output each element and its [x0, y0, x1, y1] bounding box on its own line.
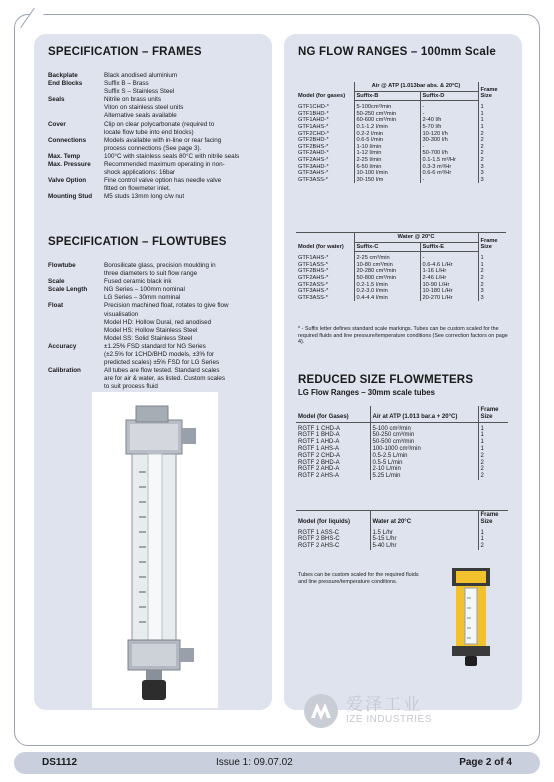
- table-cell: 0.6-4.6 L/Hr: [420, 262, 478, 269]
- spec-value: Recommended maximum operating in non-: [104, 161, 225, 169]
- table-cell: GTF3AHS-*: [298, 288, 329, 295]
- spec-value: Model SS: Solid Stainless Steel: [104, 334, 193, 342]
- spec-value: Model HS: Hollow Stainless Steel: [104, 326, 198, 334]
- spec-flowtubes-title: SPECIFICATION – FLOWTUBES: [48, 236, 227, 248]
- spec-key: Accuracy: [48, 342, 77, 350]
- table-cell: 0.2-1.5 l/min: [354, 282, 420, 289]
- table-row: [296, 422, 508, 432]
- col-suffix-d: Suffix-D: [420, 91, 478, 101]
- table-row: [296, 432, 508, 439]
- table-row: [296, 446, 508, 453]
- right-panel: [284, 34, 522, 710]
- table-row: [296, 252, 506, 262]
- table-cell: 1: [478, 536, 508, 543]
- spec-key: [48, 359, 104, 367]
- small-flowmeter-photo: [448, 568, 494, 668]
- col-frame-reduced-liquid: Frame Size: [478, 511, 508, 527]
- spec-value: (±2.5% for 1CHD/BHD models, ±3% for: [104, 351, 215, 359]
- table-cell: 0.6-5 l/min: [354, 137, 420, 144]
- spec-key: [48, 185, 104, 193]
- table-cell: 5-100cm³/min: [354, 101, 420, 111]
- spec-key: Flowtube: [48, 262, 76, 269]
- spec-value: Alternative seals available: [104, 112, 177, 120]
- table-cell: 1: [478, 432, 508, 439]
- spec-row: [48, 351, 262, 359]
- table-cell: 0.5-5 L/min: [370, 460, 478, 467]
- spec-value: Model HD: Hollow Dural, red anodised: [104, 318, 212, 326]
- spec-key: Scale Length: [48, 286, 88, 294]
- spec-row: [48, 161, 262, 169]
- spec-row: [48, 343, 262, 351]
- col-model-gas: Model (for gases): [298, 93, 346, 100]
- spec-row: [48, 193, 262, 201]
- reduced-title: REDUCED SIZE FLOWMETERS: [298, 374, 474, 386]
- spec-row: [48, 96, 262, 104]
- table-cell: 3: [478, 177, 506, 184]
- table-cell: 5-40 L/hr: [370, 543, 478, 550]
- reduced-note: Tubes can be custom scaled for the required fluids and line pressure/temperature conditions.: [298, 572, 419, 585]
- table-cell: GTF2AHD-*: [298, 150, 329, 157]
- table-cell: 2: [478, 137, 506, 144]
- table-row: [296, 275, 506, 282]
- table-cell: 2-10 L/min: [370, 466, 478, 473]
- spec-value: are for air & water, as listed. Custom scales: [104, 375, 226, 383]
- logo-mark-icon: [302, 692, 340, 730]
- table-cell: GTF2BHD-*: [298, 137, 329, 144]
- table-row: [296, 101, 506, 111]
- spec-row: [48, 302, 262, 310]
- reduced-liquid-table: [296, 510, 508, 550]
- spec-key: [48, 88, 104, 96]
- table-cell: RGTF 1 BHD-A: [298, 432, 340, 439]
- spec-value: predicted scales) ±5% FSD for LG Series: [104, 359, 220, 367]
- table-row: [296, 543, 508, 550]
- table-cell: 30-150 l/m: [354, 177, 420, 184]
- table-cell: -: [420, 177, 478, 184]
- spec-key: [48, 383, 104, 391]
- doc-code: DS1112: [42, 757, 78, 768]
- table-cell: -: [420, 111, 478, 118]
- spec-row: [48, 169, 262, 177]
- spec-value: Models available with in-line or rear facing: [104, 136, 222, 144]
- table-cell: GTF2BHS-*: [298, 143, 329, 150]
- table-row: [296, 262, 506, 269]
- table-row: [296, 460, 508, 467]
- spec-value: Borosilicate glass, precision moulding in: [104, 262, 216, 269]
- table-cell: 1: [478, 527, 508, 537]
- table-row: [296, 124, 506, 131]
- table-row: [296, 111, 506, 118]
- table-cell: 2: [478, 144, 506, 151]
- table-row: [296, 117, 506, 124]
- table-cell: 10-80 cm³/min: [354, 262, 420, 269]
- col-water-group: Water @ 20°C: [354, 233, 478, 243]
- col-frame-water: Frame Size: [478, 233, 506, 252]
- table-cell: 1: [478, 252, 506, 262]
- table-row: [296, 282, 506, 289]
- table-cell: 0.6-6 m³/Hr: [420, 170, 478, 177]
- spec-key: Seals: [48, 96, 65, 104]
- spec-row: [48, 185, 262, 193]
- table-cell: 50-250 cm³/min: [370, 432, 478, 439]
- footer-bar: [14, 752, 540, 774]
- spec-value: visualisation: [104, 310, 139, 318]
- spec-key: [48, 129, 104, 137]
- table-cell: 2-46 L/Hr: [420, 275, 478, 282]
- table-cell: 0.1-1.2 l/min: [354, 124, 420, 131]
- table-cell: 5-100 cm³/min: [370, 422, 478, 432]
- spec-key: [48, 169, 104, 177]
- spec-row: [48, 112, 262, 120]
- table-cell: GTF2CHD-*: [298, 130, 329, 137]
- spec-value: 100°C with stainless seals 80°C with nitrile seals: [104, 152, 240, 160]
- spec-value: shock applications: 16bar: [104, 169, 176, 177]
- table-cell: 1: [478, 101, 506, 111]
- table-cell: 0.1-1.5 m³/Hr: [420, 157, 478, 164]
- table-cell: 60-600 cm³/min: [354, 117, 420, 124]
- table-cell: 1: [478, 111, 506, 118]
- spec-value: process connections (See page 3).: [104, 144, 202, 152]
- table-cell: 2: [478, 460, 508, 467]
- table-cell: RGTF 2 CHD-A: [298, 452, 340, 459]
- ng-gas-table: [296, 82, 506, 183]
- table-cell: GTF1BHD-*: [298, 110, 329, 117]
- spec-key: [48, 294, 104, 302]
- ng-ranges-title: NG FLOW RANGES – 100mm Scale: [298, 46, 496, 58]
- table-cell: 1: [478, 446, 508, 453]
- table-row: [296, 453, 508, 460]
- table-cell: 0.4-4.4 l/min: [354, 295, 420, 302]
- spec-key: [48, 104, 104, 112]
- table-cell: 5.25 L/min: [370, 473, 478, 480]
- spec-row: [48, 262, 262, 270]
- table-row: [296, 170, 506, 177]
- table-cell: 50-800 cm³/min: [354, 275, 420, 282]
- table-cell: RGTF 2 BHD-A: [298, 459, 340, 466]
- spec-key: [48, 311, 104, 319]
- table-cell: -: [420, 252, 478, 262]
- col-model-water: Model (for water): [296, 233, 354, 252]
- table-cell: 20-270 L/Hr: [420, 295, 478, 302]
- table-cell: 2: [478, 543, 508, 550]
- table-row: [296, 527, 508, 537]
- spec-row: [48, 278, 262, 286]
- table-cell: 5-70 l/h: [420, 124, 478, 131]
- left-panel: [34, 34, 272, 710]
- table-cell: 0.2-3.0 l/min: [354, 288, 420, 295]
- table-cell: 1-12 l/min: [354, 150, 420, 157]
- table-row: [296, 439, 508, 446]
- table-cell: RGTF 1 ASS-C: [298, 529, 340, 536]
- table-cell: 3: [478, 288, 506, 295]
- table-row: [296, 536, 508, 543]
- spec-row: [48, 137, 262, 145]
- table-cell: 10-100 l/min: [354, 170, 420, 177]
- table-cell: -: [420, 144, 478, 151]
- spec-value: three diameters to suit flow range: [104, 270, 198, 278]
- col-suffix-b: Suffix-B: [354, 91, 420, 101]
- table-cell: 1: [478, 124, 506, 131]
- spec-frames-title: SPECIFICATION – FRAMES: [48, 46, 202, 58]
- flowmeter-photo: [92, 392, 218, 708]
- spec-row: [48, 294, 262, 302]
- spec-key: [48, 319, 104, 327]
- spec-row: [48, 359, 262, 367]
- table-cell: 2: [478, 282, 506, 289]
- col-model-liquids: Model (for liquids): [296, 511, 370, 527]
- spec-value: LG Series – 30mm nominal: [104, 294, 181, 302]
- table-row: [296, 295, 506, 302]
- spec-key: Max. Temp: [48, 152, 81, 160]
- table-row: [296, 144, 506, 151]
- table-cell: 1: [478, 439, 508, 446]
- table-cell: 1: [478, 262, 506, 269]
- spec-value: Nitrile on brass units: [104, 96, 162, 104]
- spec-key: Backplate: [48, 72, 78, 79]
- col-suffix-e: Suffix-E: [420, 242, 478, 252]
- page-number: Page 2 of 4: [459, 757, 512, 768]
- table-cell: 2: [478, 150, 506, 157]
- table-cell: 2: [478, 157, 506, 164]
- spec-key: [48, 335, 104, 343]
- table-cell: 0.5-2.5 L/min: [370, 453, 478, 460]
- table-cell: 2-25 l/min: [354, 157, 420, 164]
- table-cell: RGTF 2 AHS-A: [298, 473, 340, 480]
- table-cell: 30-300 l/h: [420, 137, 478, 144]
- spec-key: Float: [48, 302, 64, 310]
- table-cell: GTF2AHS-*: [298, 156, 329, 163]
- spec-key: [48, 351, 104, 359]
- table-cell: 2: [478, 466, 508, 473]
- col-model-gases: Model (for Gases): [296, 406, 370, 422]
- table-cell: RGTF 2 BHS-C: [298, 536, 340, 543]
- table-cell: GTF1AHS-*: [298, 123, 329, 130]
- spec-value: Black anodised aluminium: [104, 72, 178, 79]
- reduced-gas-table: [296, 406, 508, 480]
- spec-flowtubes-list: [48, 262, 262, 392]
- spec-row: [48, 367, 262, 375]
- spec-row: [48, 327, 262, 335]
- spec-row: [48, 286, 262, 294]
- table-cell: 1: [478, 422, 508, 432]
- table-cell: 1-16 L/Hr: [420, 268, 478, 275]
- table-cell: 2: [478, 453, 508, 460]
- spec-value: Suffix S – Stainless Steel: [104, 88, 175, 96]
- spec-row: [48, 375, 262, 383]
- col-frame-gas: Frame Size: [478, 82, 506, 101]
- spec-row: [48, 270, 262, 278]
- spec-value: ±1.25% FSD standard for NG Series: [104, 342, 206, 350]
- spec-row: [48, 80, 262, 88]
- table-cell: GTF1AHS-*: [298, 254, 329, 261]
- col-air-group: Air @ ATP (1.013bar abs. & 20°C): [354, 82, 478, 91]
- table-cell: GTF3ASS-*: [298, 294, 329, 301]
- table-row: [296, 177, 506, 184]
- table-cell: 2: [478, 473, 508, 480]
- table-cell: GTF2AHS-*: [298, 274, 329, 281]
- spec-key: [48, 327, 104, 335]
- spec-key: Valve Option: [48, 177, 87, 185]
- table-cell: GTF1CHD-*: [298, 103, 329, 110]
- spec-key: Connections: [48, 136, 87, 144]
- table-cell: RGTF 1 CHD-A: [298, 425, 340, 432]
- table-cell: 2: [478, 131, 506, 138]
- spec-value: locate flow tube into end blocks): [104, 128, 194, 136]
- table-cell: GTF1ASS-*: [298, 261, 329, 268]
- table-cell: GTF3AHS-*: [298, 170, 329, 177]
- spec-value: All tubes are flow tested. Standard scales: [104, 367, 220, 375]
- table-cell: 1-10 l/min: [354, 144, 420, 151]
- reduced-subtitle: LG Flow Ranges – 30mm scale tubes: [298, 388, 435, 397]
- table-cell: 0.3-3 m³/Hr: [420, 164, 478, 171]
- table-cell: RGTF 2 AHS-C: [298, 543, 340, 550]
- spec-row: [48, 104, 262, 112]
- table-cell: 50-700 l/h: [420, 150, 478, 157]
- table-cell: 0.2-2 l/min: [354, 131, 420, 138]
- table-cell: 2-40 l/h: [420, 117, 478, 124]
- logo-english-text: IZE INDUSTRIES: [346, 714, 432, 725]
- table-row: [296, 466, 508, 473]
- spec-value: Precision machined float, rotates to give flow: [104, 302, 229, 310]
- company-logo: [302, 688, 482, 740]
- spec-row: [48, 383, 262, 391]
- table-cell: 2-25 cm³/min: [354, 252, 420, 262]
- table-cell: 6-50 l/min: [354, 164, 420, 171]
- issue-date: Issue 1: 09.07.02: [216, 757, 293, 768]
- spec-row: [48, 319, 262, 327]
- spec-row: [48, 335, 262, 343]
- table-cell: 5-15 L/hr: [370, 536, 478, 543]
- table-cell: 1: [478, 117, 506, 124]
- spec-row: [48, 129, 262, 137]
- spec-value: Fused ceramic black ink: [104, 278, 172, 286]
- spec-value: Clip on clear polycarbonate (required to: [104, 120, 215, 128]
- table-row: [296, 150, 506, 157]
- spec-value: NG Series – 100mm nominal: [104, 286, 185, 294]
- table-cell: 50-500 cm³/min: [370, 439, 478, 446]
- spec-frames-list: [48, 72, 262, 202]
- table-row: [296, 288, 506, 295]
- spec-value: Fine control valve option has needle valve: [104, 177, 222, 185]
- table-cell: 1.5 L/hr: [370, 527, 478, 537]
- spec-key: Max. Pressure: [48, 161, 91, 169]
- spec-row: [48, 153, 262, 161]
- spec-key: Calibration: [48, 367, 81, 375]
- table-row: [296, 473, 508, 480]
- table-cell: 2: [478, 268, 506, 275]
- col-water-20: Water at 20°C: [370, 511, 478, 527]
- spec-row: [48, 72, 262, 80]
- table-cell: RGTF 2 AHD-A: [298, 466, 340, 473]
- table-cell: RGTF 1 AHD-A: [298, 439, 340, 446]
- table-cell: 20-280 cm³/min: [354, 268, 420, 275]
- table-cell: GTF1AHD-*: [298, 117, 329, 124]
- table-cell: 3: [478, 164, 506, 171]
- table-cell: 10-90 L/Hr: [420, 282, 478, 289]
- table-cell: 2: [478, 275, 506, 282]
- table-cell: GTF3ASS-*: [298, 176, 329, 183]
- spec-value: fitted on flowmeter inlet.: [104, 185, 171, 193]
- spec-row: [48, 121, 262, 129]
- logo-chinese-text: 爱泽工业: [346, 695, 422, 715]
- spec-row: [48, 145, 262, 153]
- table-cell: RGTF 1 AHS-A: [298, 445, 340, 452]
- table-row: [296, 268, 506, 275]
- ng-note: * - Suffix letter defines standard scale markings. Tubes can be custom scaled for the required fluids and line pressure/temperature conditions (See correction factors on page 4).: [298, 326, 508, 346]
- table-cell: 10-180 L/Hr: [420, 288, 478, 295]
- spec-value: to suit process fluid: [104, 383, 158, 391]
- table-cell: -: [420, 101, 478, 111]
- spec-key: [48, 145, 104, 153]
- table-row: [296, 131, 506, 138]
- table-cell: 3: [478, 295, 506, 302]
- col-frame-reduced-gas: Frame Size: [478, 406, 508, 422]
- col-air-atp: Air at ATP (1.013 bar.a + 20°C): [370, 406, 478, 422]
- spec-key: End Blocks: [48, 80, 83, 88]
- spec-key: [48, 270, 104, 278]
- spec-row: [48, 311, 262, 319]
- table-cell: GTF3AHD-*: [298, 163, 329, 170]
- table-cell: 10-120 l/h: [420, 131, 478, 138]
- spec-row: [48, 177, 262, 185]
- table-row: [296, 164, 506, 171]
- ng-water-table: [296, 232, 506, 301]
- table-cell: GTF2BHS-*: [298, 268, 329, 275]
- spec-row: [48, 88, 262, 96]
- col-suffix-c: Suffix-C: [354, 242, 420, 252]
- table-row: [296, 137, 506, 144]
- spec-value: Suffix B – Brass: [104, 80, 149, 88]
- spec-key: Scale: [48, 278, 65, 286]
- table-cell: 3: [478, 170, 506, 177]
- table-cell: GTF2ASS-*: [298, 281, 329, 288]
- spec-key: Mounting Stud: [48, 193, 93, 201]
- table-row: [296, 157, 506, 164]
- spec-key: [48, 112, 104, 120]
- spec-value: Viton on stainless steel units: [104, 104, 184, 112]
- spec-value: M5 studs 13mm long c/w nut: [104, 193, 185, 201]
- spec-key: Cover: [48, 120, 66, 128]
- table-cell: 100-1000 cm³/min: [370, 446, 478, 453]
- spec-key: [48, 375, 104, 383]
- table-cell: 50-250 cm³/min: [354, 111, 420, 118]
